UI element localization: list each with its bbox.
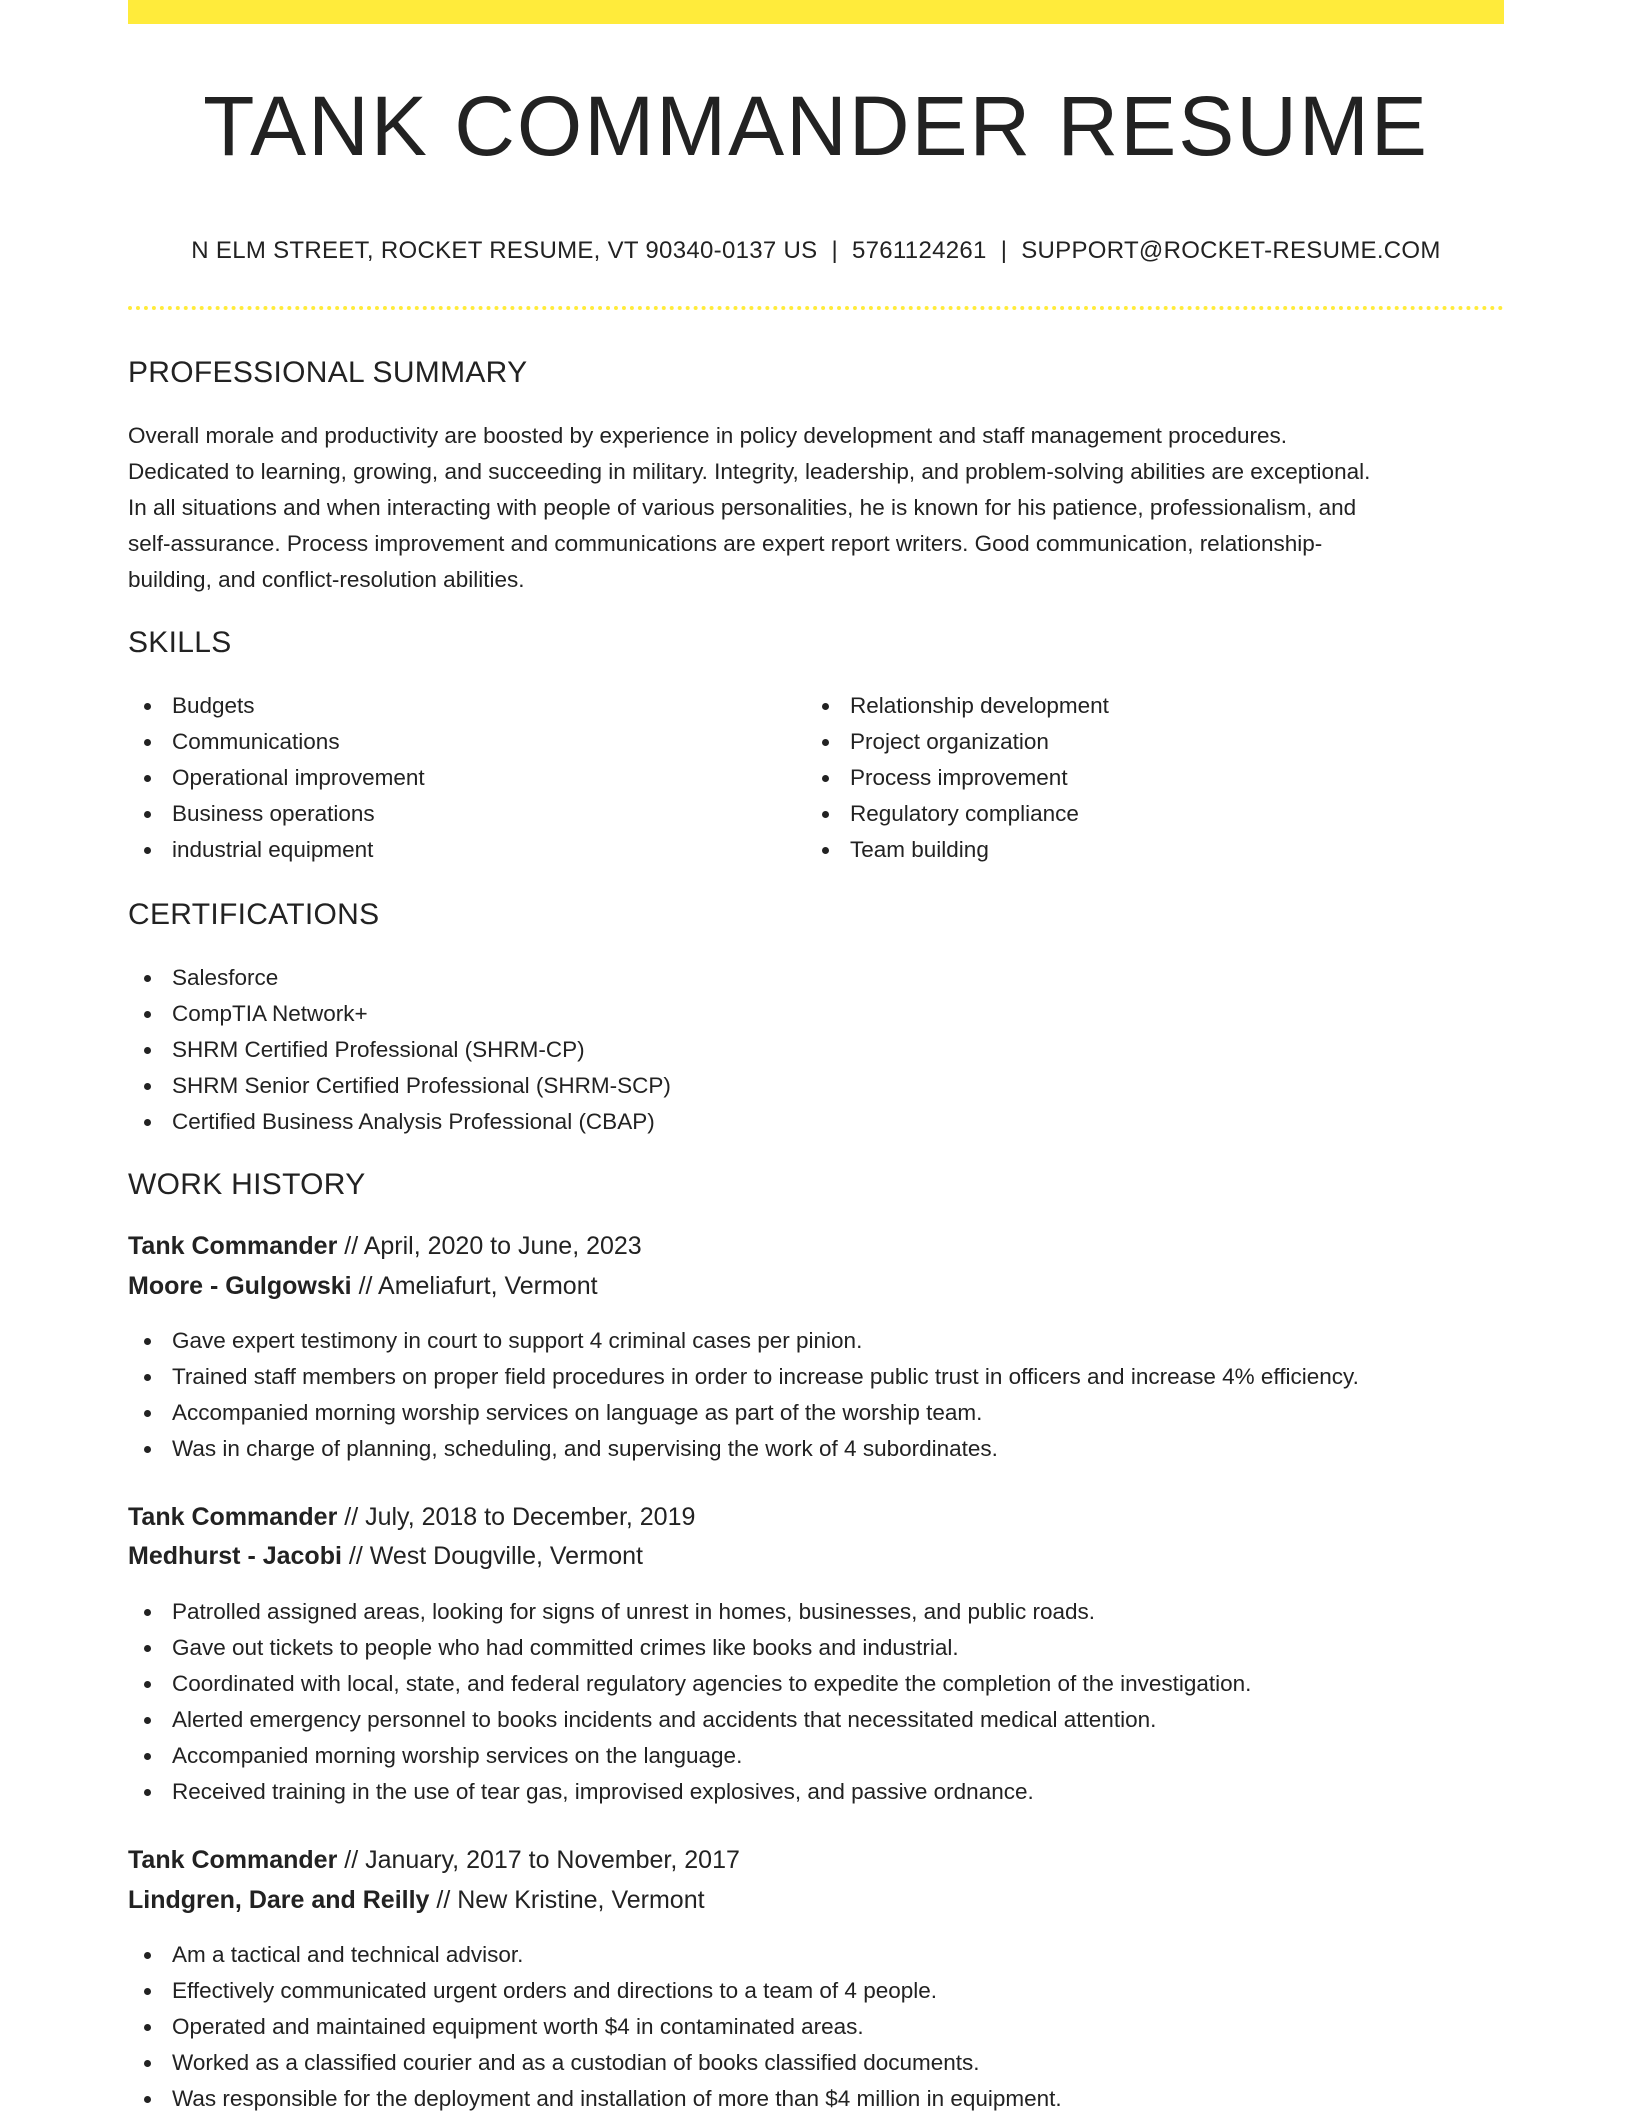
job-company: Moore - Gulgowski — [128, 1272, 352, 1300]
job-bullets — [128, 1594, 1251, 1810]
accent-top-bar — [128, 0, 1504, 24]
job-bullet: Accompanied morning worship services on language as part of the worship team. — [128, 1395, 1359, 1431]
section-title-certifications: CERTIFICATIONS — [128, 898, 380, 931]
job-bullet: Am a tactical and technical advisor. — [128, 1937, 1062, 1973]
skill-item: Project organization — [806, 724, 1109, 760]
job-role-line — [128, 1846, 740, 1875]
certification-item: CompTIA Network+ — [128, 996, 671, 1032]
job-bullet: Coordinated with local, state, and federal regulatory agencies to expedite the completion of the investigation. — [128, 1666, 1251, 1702]
skill-item: Regulatory compliance — [806, 796, 1109, 832]
job-bullet: Alerted emergency personnel to books incidents and accidents that necessitated medical attention. — [128, 1702, 1251, 1738]
job-location: // Ameliafurt, Vermont — [351, 1272, 598, 1300]
skill-item: industrial equipment — [128, 832, 425, 868]
job-bullets — [128, 1937, 1062, 2112]
contact-line — [128, 237, 1504, 265]
job-company-line — [128, 1272, 598, 1301]
skill-item: Relationship development — [806, 688, 1109, 724]
contact-email: SUPPORT@ROCKET-RESUME.COM — [1021, 237, 1441, 264]
job-role-line — [128, 1503, 695, 1532]
job-bullet: Gave out tickets to people who had committed crimes like books and industrial. — [128, 1630, 1251, 1666]
job-company: Lindgren, Dare and Reilly — [128, 1886, 430, 1914]
job-bullet: Patrolled assigned areas, looking for signs of unrest in homes, businesses, and public roads. — [128, 1594, 1251, 1630]
job-role-line — [128, 1232, 642, 1261]
summary-line: Overall morale and productivity are boosted by experience in policy development and staff management procedures. — [128, 423, 1287, 448]
job-dates: // January, 2017 to November, 2017 — [337, 1846, 740, 1874]
skills-list-right — [806, 688, 1109, 868]
job-bullet: Was in charge of planning, scheduling, and supervising the work of 4 subordinates. — [128, 1431, 1359, 1467]
job-bullet: Trained staff members on proper field procedures in order to increase public trust in officers and increase 4% efficiency. — [128, 1359, 1359, 1395]
job-location: // New Kristine, Vermont — [429, 1886, 705, 1914]
summary-line: In all situations and when interacting with people of various personalities, he is known for his patience, professionalism, and — [128, 495, 1357, 520]
job-role: Tank Commander — [128, 1846, 338, 1874]
job-bullet: Gave expert testimony in court to support 4 criminal cases per pinion. — [128, 1323, 1359, 1359]
job-company-line — [128, 1542, 643, 1571]
contact-separator: | — [831, 237, 838, 264]
certification-item: SHRM Senior Certified Professional (SHRM-SCP) — [128, 1068, 671, 1104]
contact-phone: 5761124261 — [851, 237, 987, 264]
skill-item: Team building — [806, 832, 1109, 868]
job-dates: // April, 2020 to June, 2023 — [337, 1232, 642, 1260]
summary-line: building, and conflict-resolution abilities. — [128, 567, 525, 592]
dotted-divider — [128, 306, 1504, 310]
certification-item: Salesforce — [128, 960, 671, 996]
skill-item: Communications — [128, 724, 425, 760]
summary-line: Dedicated to learning, growing, and succeeding in military. Integrity, leadership, and problem-solving abilities are exceptional. — [128, 459, 1371, 484]
skill-item: Operational improvement — [128, 760, 425, 796]
job-dates: // July, 2018 to December, 2019 — [337, 1503, 696, 1531]
job-role: Tank Commander — [128, 1503, 338, 1531]
certification-item: Certified Business Analysis Professional (CBAP) — [128, 1104, 671, 1140]
section-title-summary: PROFESSIONAL SUMMARY — [128, 356, 528, 389]
contact-separator: | — [1000, 237, 1008, 264]
skill-item: Budgets — [128, 688, 425, 724]
job-bullet: Worked as a classified courier and as a custodian of books classified documents. — [128, 2045, 1062, 2081]
certifications-list — [128, 960, 671, 1140]
job-role: Tank Commander — [128, 1232, 338, 1260]
job-bullet: Accompanied morning worship services on the language. — [128, 1738, 1251, 1774]
contact-address: N ELM STREET, ROCKET RESUME, VT 90340-0137 US — [191, 237, 818, 264]
job-company-line — [128, 1886, 705, 1915]
skill-item: Business operations — [128, 796, 425, 832]
job-bullet: Was responsible for the deployment and installation of more than $4 million in equipment. — [128, 2081, 1062, 2112]
job-company: Medhurst - Jacobi — [128, 1542, 342, 1570]
section-title-skills: SKILLS — [128, 626, 232, 659]
job-bullet: Operated and maintained equipment worth $4 in contaminated areas. — [128, 2009, 1062, 2045]
job-bullet: Received training in the use of tear gas, improvised explosives, and passive ordnance. — [128, 1774, 1251, 1810]
job-location: // West Dougville, Vermont — [341, 1542, 643, 1570]
resume-title: TANK COMMANDER RESUME — [203, 79, 1429, 173]
summary-line: self-assurance. Process improvement and communications are expert report writers. Good communication, relationship- — [128, 531, 1323, 556]
job-bullet: Effectively communicated urgent orders and directions to a team of 4 people. — [128, 1973, 1062, 2009]
summary-text — [128, 418, 1504, 598]
certification-item: SHRM Certified Professional (SHRM-CP) — [128, 1032, 671, 1068]
skill-item: Process improvement — [806, 760, 1109, 796]
job-bullets — [128, 1323, 1359, 1467]
skills-list-left — [128, 688, 425, 868]
section-title-work-history: WORK HISTORY — [128, 1168, 366, 1201]
